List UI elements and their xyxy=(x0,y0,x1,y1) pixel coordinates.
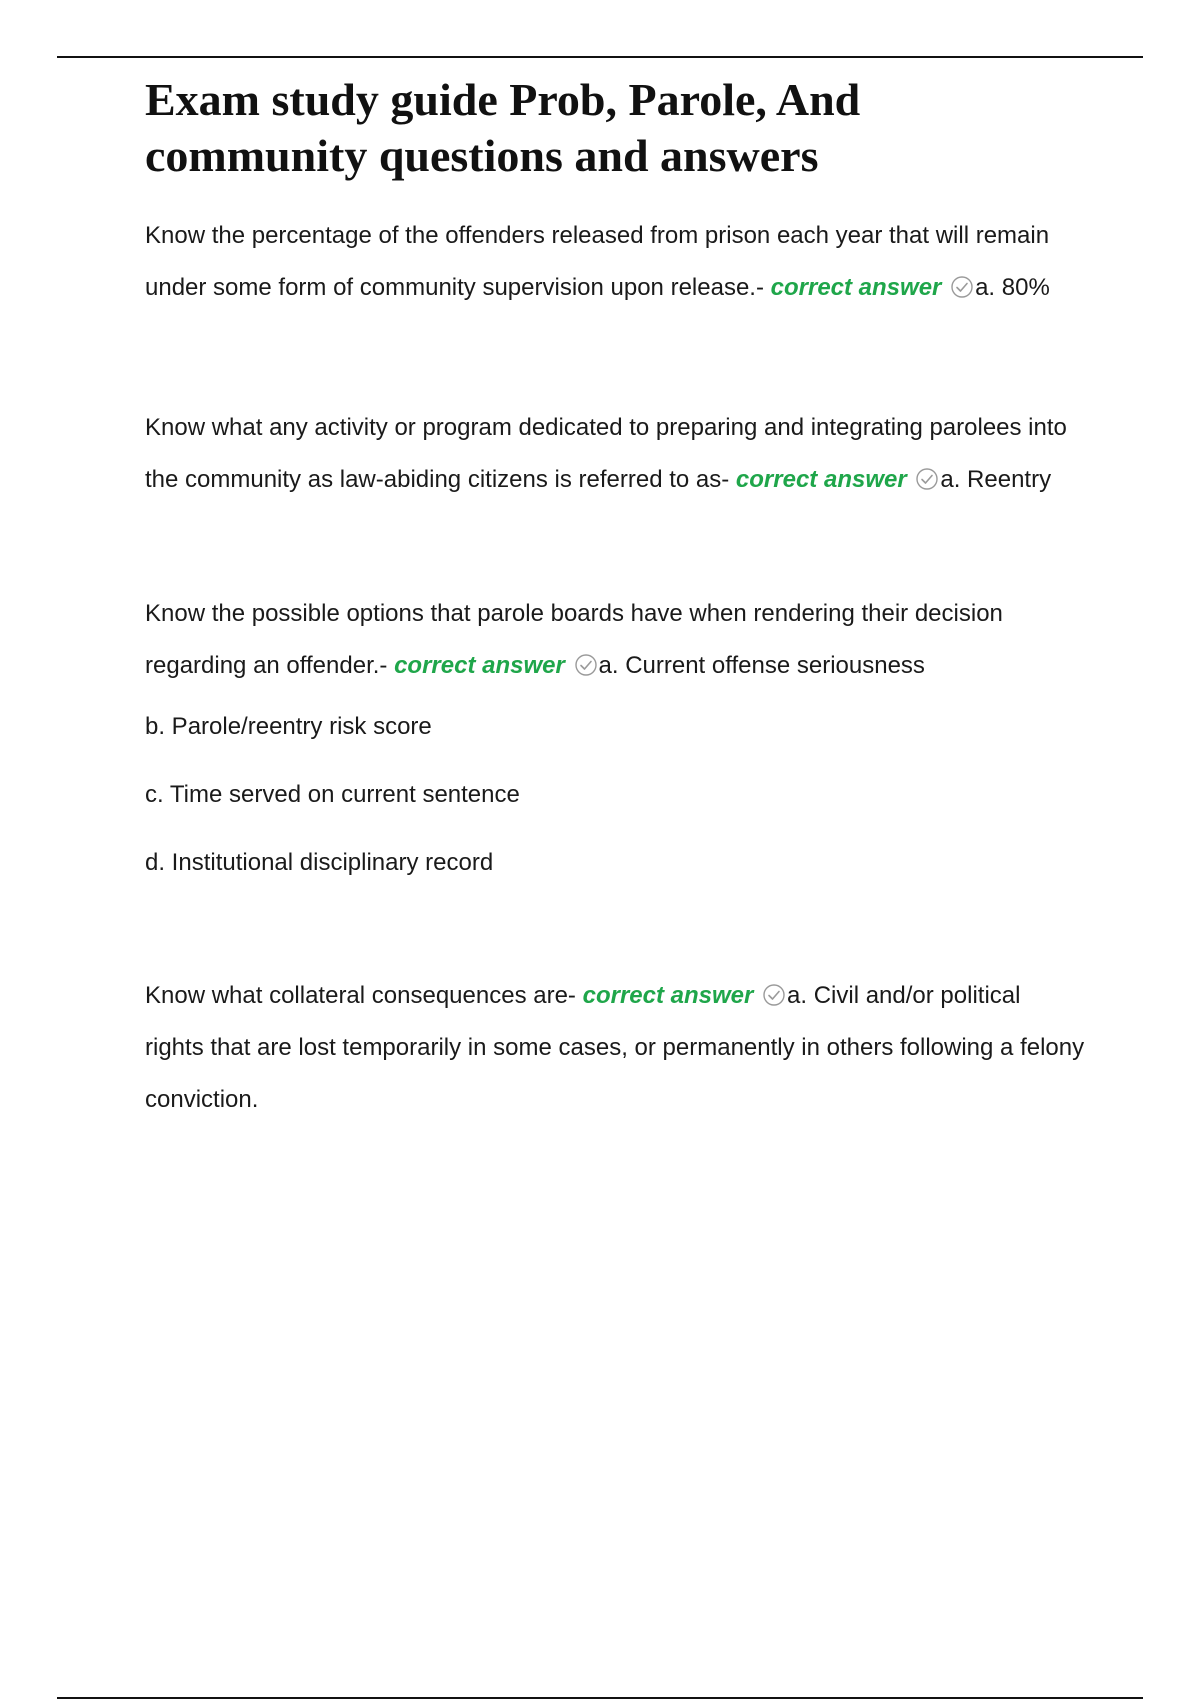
check-circle-icon xyxy=(915,467,939,491)
answer-text: a. Reentry xyxy=(940,466,1052,493)
answer-text: a. 80% xyxy=(975,274,1050,301)
question-item xyxy=(145,402,1085,506)
answer-option: c. Time served on current sentence xyxy=(145,781,520,808)
correct-answer-label: correct answer xyxy=(394,652,565,679)
correct-answer-label: correct answer xyxy=(770,274,942,301)
answer-text: a. Civil and/or political rights that are lost temporarily in some cases, or permanently in others following a felony conviction. xyxy=(145,982,1085,1113)
correct-answer-label: correct answer xyxy=(735,466,907,493)
bottom-rule xyxy=(57,1697,1143,1699)
answer-option: b. Parole/reentry risk score xyxy=(145,713,432,740)
question-prompt: Know the percentage of the offenders released from prison each year that will remain under some form of community supervision upon release.- xyxy=(145,222,1050,301)
document-body xyxy=(145,72,1085,1126)
page-title: Exam study guide Prob, Parole, And community questions and answers xyxy=(145,74,861,181)
check-circle-icon xyxy=(574,653,598,677)
question-prompt: Know the possible options that parole boards have when rendering their decision regarding an offender.- xyxy=(145,600,1003,679)
question-prompt: Know what collateral consequences are- xyxy=(145,982,576,1009)
check-circle-icon xyxy=(950,275,974,299)
question-item xyxy=(145,970,1085,1126)
top-rule xyxy=(57,56,1143,58)
answer-option: d. Institutional disciplinary record xyxy=(145,849,494,876)
check-circle-icon xyxy=(762,983,786,1007)
answer-text: a. Current offense seriousness xyxy=(598,652,925,679)
correct-answer-label: correct answer xyxy=(582,982,754,1009)
question-item xyxy=(145,588,1085,692)
question-prompt: Know what any activity or program dedicated to preparing and integrating parolees into the community as law-abiding citizens is referred to as- xyxy=(145,414,1067,493)
question-item xyxy=(145,210,1085,314)
